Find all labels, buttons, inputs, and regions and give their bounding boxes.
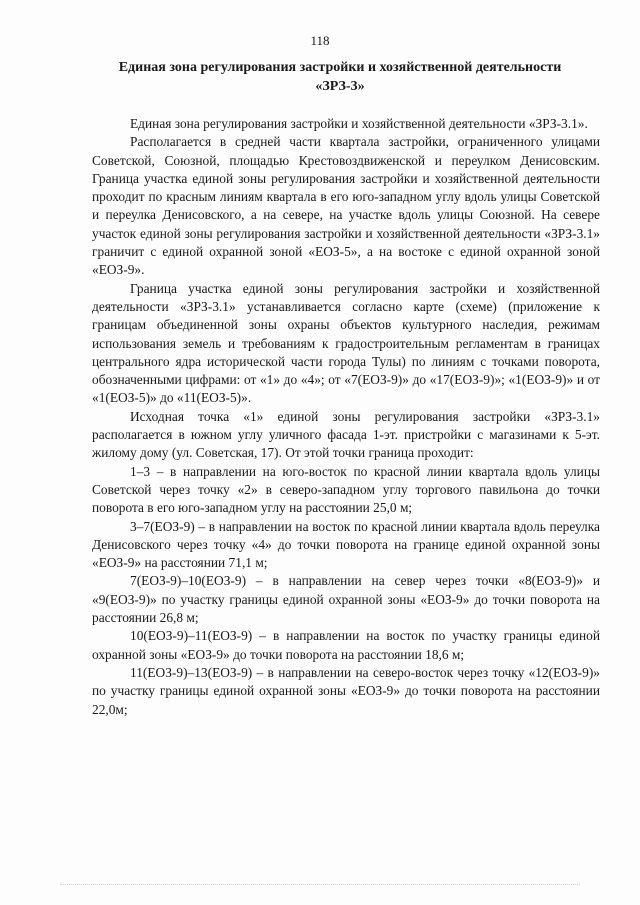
document-title-line-1: Единая зона регулирования застройки и хозяйственной деятельности — [118, 60, 562, 75]
paragraph-location: Располагается в средней части квартала застройки, ограниченного улицами Советской, Союзной, площадью Крестовоздвиженской и переулком Денисовским. Граница участка единой зоны регулирования застройки и хозяйственной деятельности проходит по красным линиям квартала в его юго-западном углу вдоль улицы Советской и переулка Денисовского, а на севере, на участке вдоль улицы Союзной. На севере участок единой зоны регулирования застройки и хозяйственной деятельности «ЗРЗ-3.1» граничит с единой охранной зоной «ЕОЗ-5», а на востоке с единой охранной зоной «ЕОЗ-9». — [92, 134, 600, 278]
paragraph-segment-3-7: 3–7(ЕОЗ-9) – в направлении на восток по красной линии квартала вдоль переулка Денисовского через точку «4» до точки поворота на границе единой охранной зоны «ЕОЗ-9» на расстоянии 71,1 м; — [92, 518, 600, 571]
document-title — [70, 58, 610, 96]
paragraph-start-point: Исходная точка «1» единой зоны регулирования застройки «ЗРЗ-3.1» располагается в южном углу уличного фасада 1-эт. пристройки с магазинами к 5-эт. жилому дому (ул. Советская, 17). От этой точки граница проходит: — [92, 408, 600, 461]
paragraph-segment-11-13: 11(ЕОЗ-9)–13(ЕОЗ-9) – в направлении на северо-восток через точку «12(ЕОЗ-9)» по участку границы единой охранной зоны «ЕОЗ-9» до точки поворота на расстоянии 22,0м; — [92, 664, 600, 717]
page-number: 118 — [310, 33, 330, 48]
paragraph-segment-10-11: 10(ЕОЗ-9)–11(ЕОЗ-9) – в направлении на восток по участку границы единой охранной зоны «ЕОЗ-9» до точки поворота на расстоянии 18,6 м; — [92, 628, 600, 662]
paragraph-boundary-definition: Граница участка единой зоны регулирования застройки и хозяйственной деятельности «ЗРЗ-3.1» устанавливается согласно карте (схеме) (приложение к границам объединенной зоны охраны объектов культурного наследия, режимам использования земель и требованиям к градостроительным регламентам в границах центрального ядра исторической части города Тулы) по линиям с точками поворота, обозначенными цифрами: от «1» до «4»; от «7(ЕОЗ-9)» до «17(ЕОЗ-9)»; «1(ЕОЗ-9)» и от «1(ЕОЗ-5)» до «11(ЕОЗ-5)». — [92, 280, 600, 406]
scan-artifact-divider — [60, 884, 580, 889]
body-text — [92, 115, 600, 719]
paragraph-segment-7-10: 7(ЕОЗ-9)–10(ЕОЗ-9) – в направлении на север через точки «8(ЕОЗ-9)» и «9(ЕОЗ-9)» по участку границы единой охранной зоны «ЕОЗ-9» до точки поворота на расстоянии 26,8 м; — [92, 573, 600, 626]
document-title-line-2: «ЗРЗ-3» — [315, 79, 365, 94]
paragraph-segment-1-3: 1–3 – в направлении на юго-восток по красной линии квартала вдоль улицы Советской через точку «2» в северо-западном углу торгового павильона до точки поворота в его юго-западном углу на расстоянии 25,0 м; — [92, 463, 600, 516]
paragraph-zone-name: Единая зона регулирования застройки и хозяйственной деятельности «ЗРЗ-3.1». — [130, 116, 588, 131]
